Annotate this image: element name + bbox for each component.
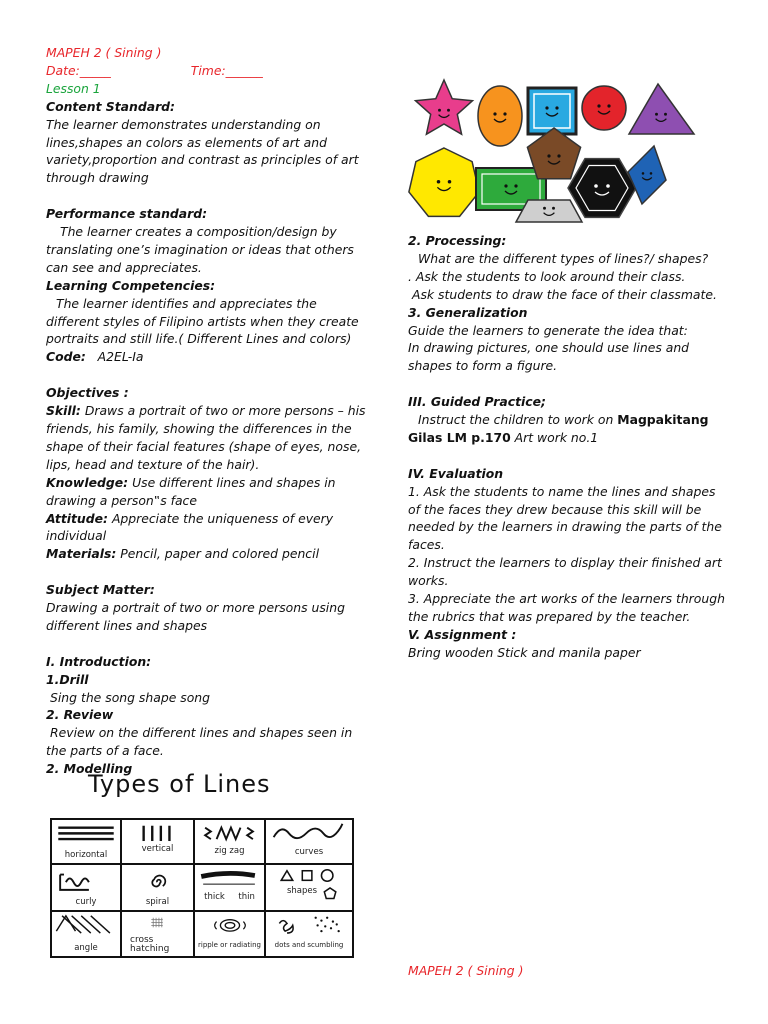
- content-standard-heading: Content Standard:: [46, 98, 176, 114]
- shapes-caption: shapes: [286, 886, 318, 896]
- brown-pentagon-shape: [527, 128, 580, 179]
- types-of-lines-title: Types of Lines: [88, 770, 271, 798]
- date-field: Date:_____: [46, 62, 111, 78]
- guided-practice-text: Instruct the children to work on Magpakitang Gilas LM p.170 Art work no.1: [408, 412, 709, 445]
- generalization-text2: In drawing pictures, one should use lines and shapes to form a figure.: [408, 340, 690, 374]
- grey-trapezoid-shape: [516, 200, 582, 222]
- blue-diamond-shape: [628, 146, 666, 204]
- dots-caption: dots and scumbling: [274, 941, 344, 949]
- left-column: [46, 44, 366, 778]
- purple-triangle-shape: [629, 84, 694, 134]
- document-title: MAPEH 2 ( Sining ): [46, 45, 162, 60]
- performance-standard-text: The learner creates a composition/design by translating one’s imagination or ideas that others can see and appreciates.: [46, 224, 354, 275]
- evaluation-heading: IV. Evaluation: [408, 465, 504, 481]
- objectives-heading: Objectives :: [46, 385, 129, 401]
- drill-label: 1.Drill: [46, 671, 89, 687]
- assignment-heading: V. Assignment :: [408, 626, 517, 642]
- introduction-heading: I. Introduction:: [46, 653, 152, 669]
- skill-line: Skill: Draws a portrait of two or more persons – his friends, his family, showing the differences in the shape of their facial features (shape of eyes, nose, lips, head and texture of the hair).: [46, 403, 366, 472]
- evaluation-item1: 1. Ask the students to name the lines and shapes of the faces they drew because this skill will be needed by the learners in drawing the parts of the faces.: [408, 483, 722, 553]
- review-text: Review on the different lines and shapes seen in the parts of a face.: [46, 725, 353, 759]
- learning-competencies-text: The learner identifies and appreciates the different styles of Filipino artists when they create portraits and still life.( Different Lines and colors): [46, 295, 359, 347]
- vertical-cell: [122, 820, 195, 865]
- review-label: 2. Review: [46, 707, 114, 723]
- curly-cell: [52, 865, 122, 912]
- time-field: Time:______: [190, 62, 263, 78]
- guided-practice-ref: Magpakitang Gilas LM p.170: [408, 412, 709, 445]
- evaluation-item3: 3. Appreciate the art works of the learners through the rubrics that was prepared by the teacher.: [408, 591, 725, 624]
- evaluation-item2: 2. Instruct the learners to display their finished art works.: [408, 555, 722, 589]
- spiral-caption: spiral: [145, 897, 170, 907]
- processing-line1: What are the different types of lines?/ shapes?: [418, 250, 709, 266]
- pink-star-shape: [416, 80, 473, 134]
- code-line: [46, 348, 366, 366]
- code-label: Code:: [46, 349, 86, 365]
- cross-caption: cross: [130, 935, 154, 945]
- hatching-caption: hatching: [130, 944, 170, 954]
- blue-square-shape: [528, 88, 576, 134]
- right-column: [408, 232, 728, 662]
- cross-hatching-caption: [130, 936, 193, 954]
- curves-cell: [266, 820, 352, 865]
- processing-heading: 2. Processing:: [408, 233, 507, 248]
- zig-zag-lines-icon: [195, 820, 264, 863]
- ripple-cell: [195, 912, 266, 956]
- black-hexagon-shape: [568, 159, 636, 218]
- learning-competencies-heading: Learning Competencies:: [46, 277, 216, 293]
- modelling-label: 2. Modelling: [46, 761, 133, 777]
- thin-caption: thin: [238, 892, 255, 902]
- lesson-label: Lesson 1: [46, 80, 101, 96]
- ripple-caption: ripple or radiating: [198, 941, 261, 949]
- attitude-line: Attitude: Appreciate the uniqueness of every individual: [46, 510, 334, 544]
- horizontal-cell: [52, 820, 122, 865]
- curves-caption: curves: [294, 847, 324, 857]
- zig-zag-cell: [195, 820, 266, 865]
- processing-line2: . Ask the students to look around their class.: [408, 268, 686, 284]
- assignment-text: Bring wooden Stick and manila paper: [408, 644, 641, 660]
- guided-practice-heading: III. Guided Practice;: [408, 394, 546, 410]
- horizontal-caption: horizontal: [64, 850, 108, 860]
- subject-matter-heading: Subject Matter:: [46, 582, 155, 598]
- thick-caption: thick: [204, 892, 225, 902]
- shapes-cell: [266, 865, 352, 912]
- drill-text: Sing the song shape song: [50, 689, 211, 705]
- zig-zag-caption: zig zag: [214, 846, 245, 856]
- subject-matter-text: Drawing a portrait of two or more persons using different lines and shapes: [46, 600, 345, 633]
- code-value: A2EL-Ia: [97, 349, 144, 365]
- curly-caption: curly: [75, 897, 97, 907]
- angle-caption: angle: [74, 943, 98, 953]
- colorful-shapes-illustration: [404, 76, 704, 224]
- spiral-cell: [122, 865, 195, 912]
- performance-standard-heading: Performance standard:: [46, 206, 208, 222]
- footer-title: MAPEH 2 ( Sining ): [408, 963, 524, 978]
- knowledge-line: Knowledge: Use different lines and shapes in drawing a person‟s face: [46, 474, 336, 508]
- orange-oval-shape: [478, 86, 522, 146]
- angle-cell: [52, 912, 122, 956]
- red-circle-shape: [582, 86, 626, 130]
- yellow-heptagon-shape: [409, 148, 479, 216]
- types-of-lines-chart: [50, 818, 354, 958]
- cross-hatching-cell: [122, 912, 195, 956]
- date-time-line: [46, 62, 366, 80]
- vertical-caption: vertical: [141, 844, 174, 854]
- dots-scumbling-cell: [266, 912, 352, 956]
- generalization-heading: 3. Generalization: [408, 304, 528, 320]
- materials-line: Materials: Pencil, paper and colored pencil: [46, 546, 320, 562]
- processing-line3: Ask students to draw the face of their classmate.: [412, 286, 717, 302]
- vertical-lines-icon: [122, 820, 193, 863]
- generalization-text1: Guide the learners to generate the idea that:: [408, 322, 688, 338]
- content-standard-text: The learner demonstrates understanding on lines,shapes an colors as elements of art and variety,proportion and contrast as principles of art through drawing: [46, 116, 359, 186]
